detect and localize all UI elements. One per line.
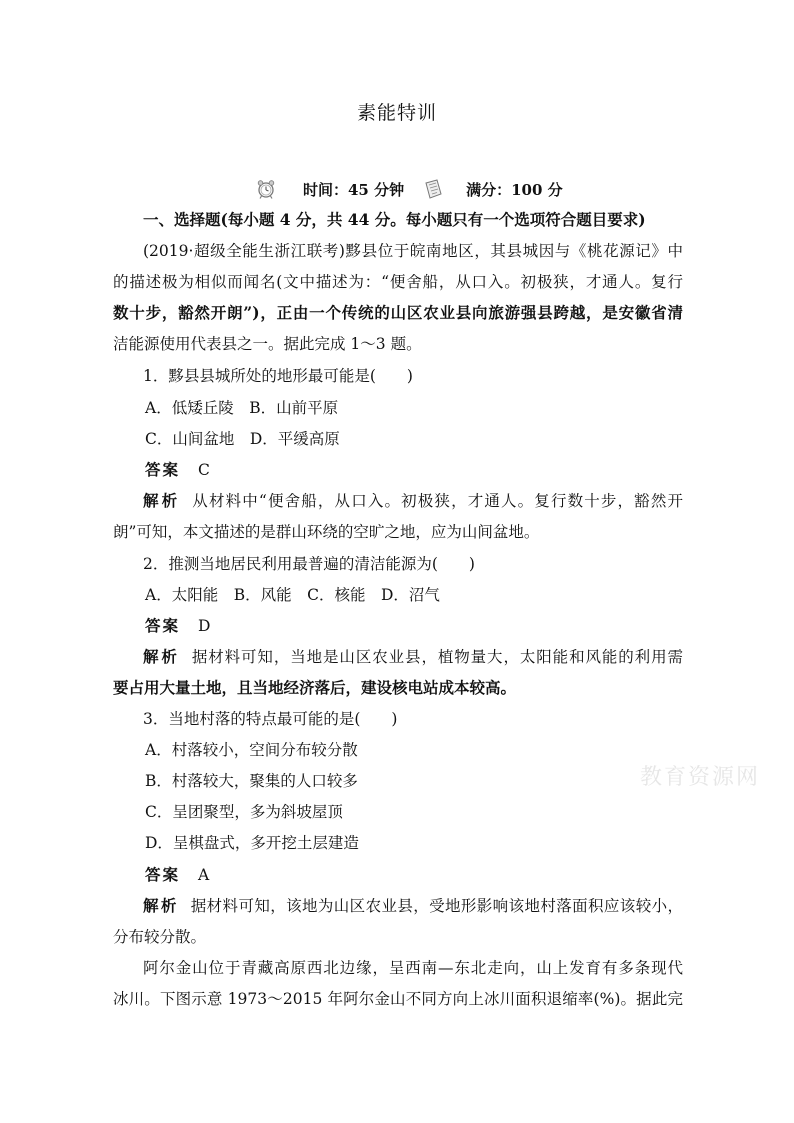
answer-line [145,459,210,481]
answer-label: 答案 [145,616,181,635]
page-title: 素能特训 [356,102,437,124]
analysis-label: 解析 [143,896,179,915]
time-limit: 时间：45 分钟 [303,180,405,199]
question-option: A．村落较小，空间分布较分散 [145,741,358,759]
answer-label: 答案 [145,460,181,479]
passage-line: 的描述极为相似而闻名(文中描述为：“便舍船，从口入。初极狭，才通人。复行 [113,273,683,291]
section-heading: 一、选择题(每小题 4 分，共 44 分。每小题只有一个选项符合题目要求) [143,210,646,229]
analysis-line [113,646,683,668]
question-option: B．村落较大，聚集的人口较多 [145,772,358,790]
analysis-line: 要占用大量土地，且当地经济落后，建设核电站成本较高。 [113,678,517,697]
full-score: 满分：100 分 [466,180,563,199]
analysis-label: 解析 [143,491,181,510]
passage-line: 数十步，豁然开朗”)，正由一个传统的山区农业县向旅游强县跨越，是安徽省清 [113,303,683,322]
watermark: 教育资源网 [640,765,761,790]
question-stem: 1．黟县县城所处的地形最可能是( ) [143,367,413,385]
answer-value: D [198,617,211,635]
question-options: C．山间盆地 D．平缓高原 [145,430,340,448]
passage-line: 阿尔金山位于青藏高原西北边缘，呈西南—东北走向，山上发育有多条现代 [143,959,683,977]
question-options: A．低矮丘陵 B．山前平原 [145,399,339,417]
analysis-line: 朗”可知，本文描述的是群山环绕的空旷之地，应为山间盆地。 [113,523,540,541]
alarm-clock-icon [255,178,277,200]
answer-line [145,864,209,886]
analysis-text: 据材料可知，当地是山区农业县，植物量大，太阳能和风能的利用需 [191,648,683,666]
analysis-text: 据材料可知，该地为山区农业县，受地形影响该地村落面积应该较小， [190,897,683,915]
question-options: A．太阳能 B．风能 C．核能 D．沼气 [145,586,440,604]
answer-line [145,615,210,637]
answer-label: 答案 [145,865,181,884]
passage-line: (2019·超级全能生浙江联考)黟县位于皖南地区，其县城因与《桃花源记》中 [143,242,683,260]
answer-value: A [198,866,210,884]
question-option: C．呈团聚型，多为斜坡屋顶 [145,803,343,821]
question-option: D．呈棋盘式，多开挖土层建造 [145,834,359,852]
passage-line: 冰川。下图示意 1973～2015 年阿尔金山不同方向上冰川面积退缩率(%)。据此完 [113,990,683,1008]
answer-value: C [198,461,210,479]
analysis-text: 从材料中“便舍船，从口入。初极狭，才通人。复行数十步，豁然开 [192,492,683,510]
analysis-line [113,895,683,917]
exam-paper-icon [422,178,444,200]
analysis-line [113,490,683,512]
exam-meta [255,178,563,200]
analysis-line: 分布较分散。 [113,928,207,946]
passage-line: 洁能源使用代表县之一。据此完成 1～3 题。 [113,335,422,353]
question-stem: 2．推测当地居民利用最普遍的清洁能源为( ) [143,555,475,573]
analysis-label: 解析 [143,647,180,666]
question-stem: 3．当地村落的特点最可能的是( ) [143,710,398,728]
